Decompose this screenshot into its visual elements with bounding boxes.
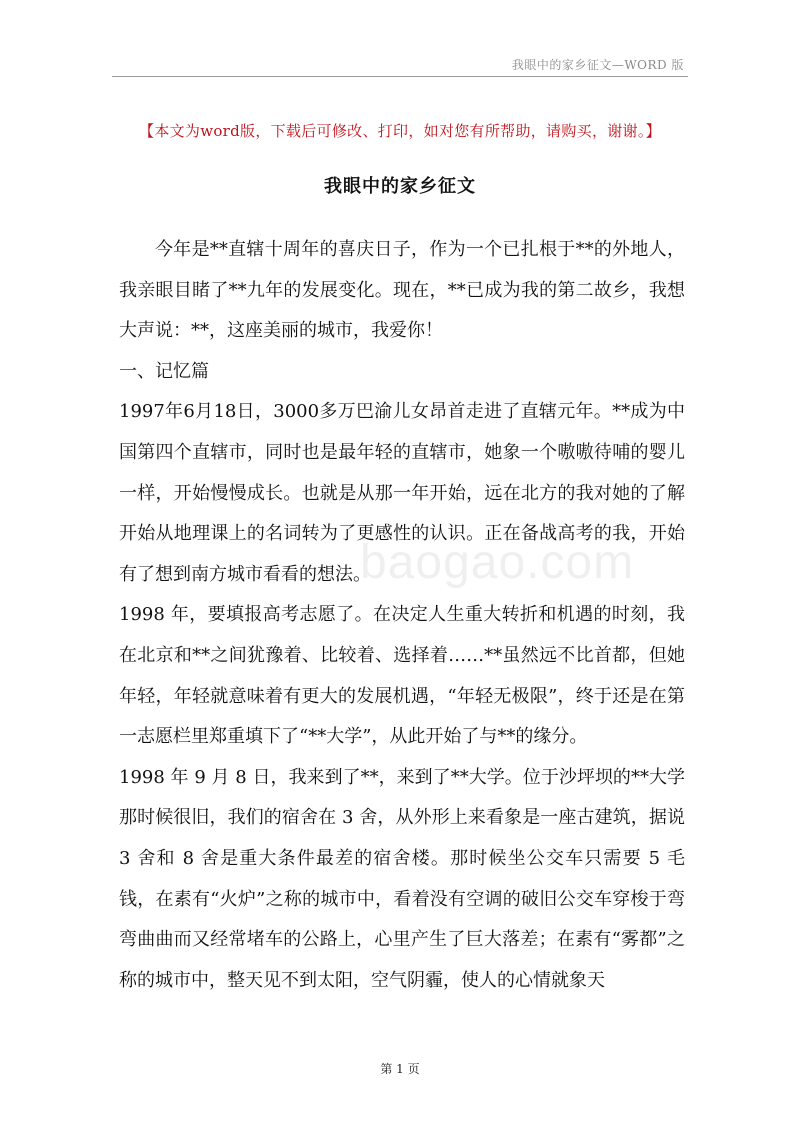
- watermark: baogao.com: [360, 536, 635, 589]
- document-body: [119, 230, 685, 1001]
- page-number: 第 1 页: [380, 1062, 420, 1076]
- document-title: 我眼中的家乡征文: [324, 176, 476, 197]
- running-header: 我眼中的家乡征文—WORD 版: [511, 58, 684, 72]
- section-heading-memory: 一、记忆篇: [119, 360, 209, 382]
- paragraph-intro: 今年是**直辖十周年的喜庆日子，作为一个已扎根于**的外地人，我亲眼目睹了**九年的发展变化。现在，**已成为我的第二故乡，我想大声说：**，这座美丽的城市，我爱你！: [119, 239, 685, 342]
- paragraph-1997: 1997年6月18日，3000多万巴渝儿女昂首走进了直辖元年。**成为中国第四个直辖市，同时也是最年轻的直辖市，她象一个嗷嗷待哺的婴儿一样，开始慢慢成长。也就是从那一年开始，远在北方的我对她的了解开始从地理课上的名词转为了更感性的认识。正在备战高考的我，开始有了想到南方城市看看的想法。: [119, 401, 685, 585]
- download-notice: 【本文为word版，下载后可修改、打印，如对您有所帮助，请购买，谢谢。】: [139, 122, 661, 140]
- header-divider: [112, 76, 688, 77]
- paragraph-1998-application: 1998 年，要填报高考志愿了。在决定人生重大转折和机遇的时刻，我在北京和**之间犹豫着、比较着、选择着……**虽然远不比首都，但她年轻，年轻就意味着有更大的发展机遇，“年轻无极限”，终于还是在第一志愿栏里郑重填下了“**大学”，从此开始了与**的缘分。: [119, 604, 685, 748]
- paragraph-1998-arrival: 1998 年 9 月 8 日，我来到了**，来到了**大学。位于沙坪坝的**大学那时候很旧，我们的宿舍在 3 舍，从外形上来看象是一座古建筑，据说 3 舍和 8 舍是重大条件最差的宿舍楼。那时候坐公交车只需要 5 毛钱，在素有“火炉”之称的城市中，看着没有空调的破旧公交车穿梭于弯弯曲曲而又经常堵车的公路上，心里产生了巨大落差；在素有“雾都”之称的城市中，整天见不到太阳，空气阴霾，使人的心情就象天: [119, 766, 685, 991]
